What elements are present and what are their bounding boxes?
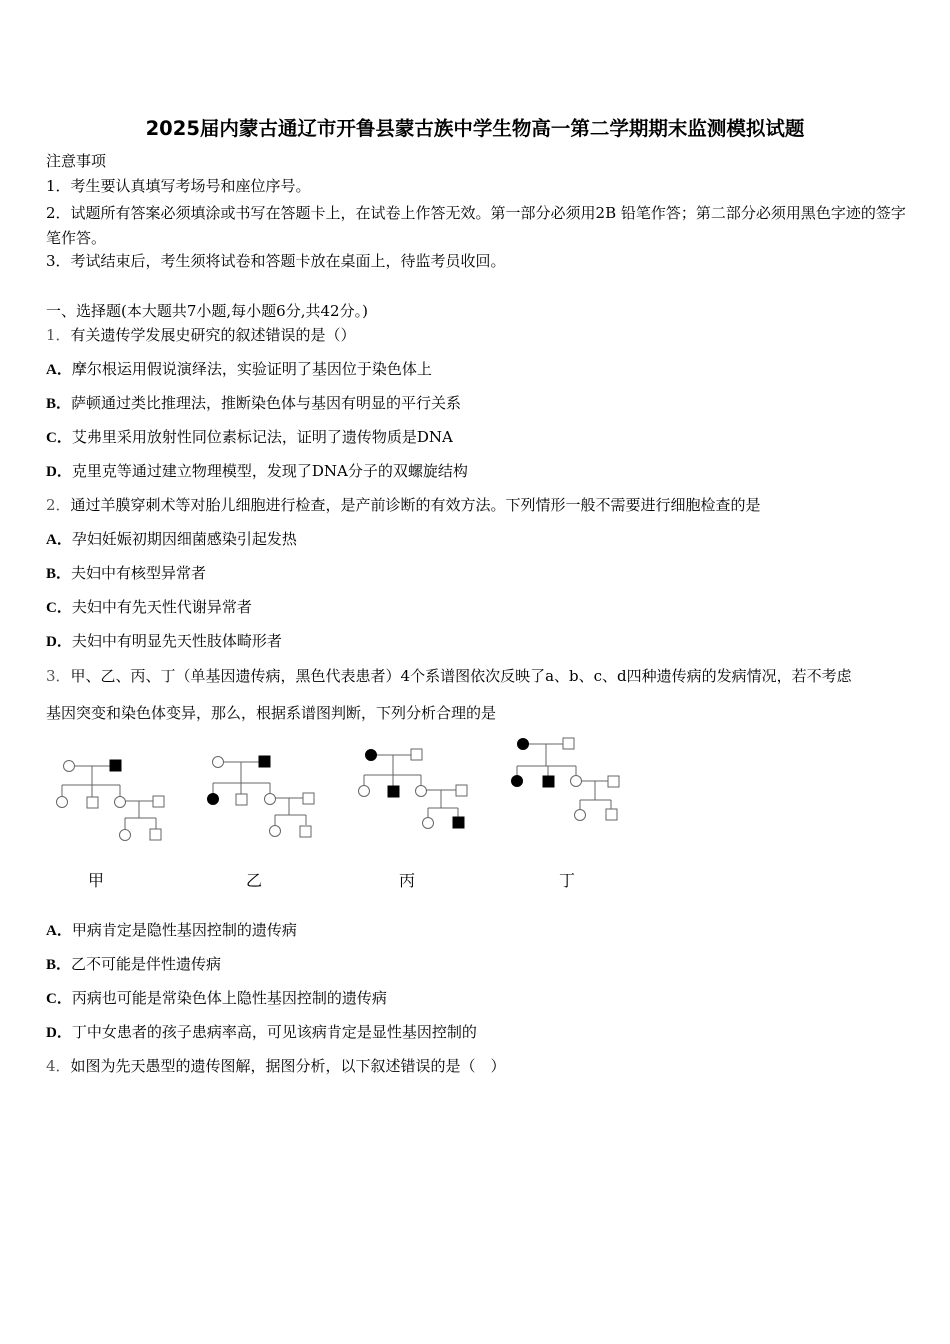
notice-item-3: 3．考试结束后，考生须将试卷和答题卡放在桌面上，待监考员收回。 (46, 252, 506, 270)
question-3-stem-line-1: 3．甲、乙、丙、丁（单基因遗传病，黑色代表患者）4个系谱图依次反映了a、b、c、d四种遗传病的发病情况，若不考虑 (46, 667, 852, 685)
question-1-option-b: B．萨顿通过类比推理法，推断染色体与基因有明显的平行关系 (46, 394, 462, 412)
question-number: 2． (46, 496, 71, 514)
pedigree-label-jia: 甲 (88, 871, 105, 890)
page-title: 2025届内蒙古通辽市开鲁县蒙古族中学生物高一第二学期期末监测模拟试题 (145, 117, 805, 140)
pedigree-label-yi: 乙 (246, 871, 263, 890)
question-3-stem-line-2: 基因突变和染色体变异，那么，根据系谱图判断，下列分析合理的是 (46, 704, 497, 722)
pedigree-yi (208, 756, 315, 837)
question-number: 3． (46, 667, 71, 685)
notice-item-2: 2．试题所有答案必须填涂或书写在答题卡上，在试卷上作答无效。第一部分必须用2B 铅笔作答；第二部分必须用黑色字迹的签字笔作答。 (46, 204, 906, 247)
question-3-option-a: A．甲病肯定是隐性基因控制的遗传病 (46, 921, 297, 939)
question-1-option-a: A．摩尔根运用假说演绎法，实验证明了基因位于染色体上 (46, 360, 432, 378)
notice-heading: 注意事项 (46, 152, 107, 170)
question-3-option-b: B．乙不可能是伴性遗传病 (46, 955, 222, 973)
question-2-stem: 2．通过羊膜穿刺术等对胎儿细胞进行检查，是产前诊断的有效方法。下列情形一般不需要进行细胞检查的是 (46, 496, 761, 514)
notice-item-1: 1．考生要认真填写考场号和座位序号。 (46, 177, 311, 195)
pedigree-charts (0, 730, 650, 855)
question-1-option-d: D．克里克等通过建立物理模型，发现了DNA分子的双螺旋结构 (46, 462, 468, 480)
pedigree-label-bing: 丙 (399, 871, 416, 890)
question-3-option-d: D．丁中女患者的孩子患病率高，可见该病肯定是显性基因控制的 (46, 1023, 477, 1041)
question-2-option-c: C．夫妇中有先天性代谢异常者 (46, 598, 252, 616)
question-2-option-a: A．孕妇妊娠初期因细菌感染引起发热 (46, 530, 297, 548)
pedigree-jia (57, 760, 165, 841)
pedigree-ding (512, 738, 620, 821)
question-number: 1． (46, 326, 71, 344)
question-2-option-d: D．夫妇中有明显先天性肢体畸形者 (46, 632, 282, 650)
question-1-stem: 1．有关遗传学发展史研究的叙述错误的是（） (46, 326, 356, 344)
pedigree-label-ding: 丁 (559, 871, 576, 890)
section-heading: 一、选择题(本大题共7小题,每小题6分,共42分。) (46, 302, 368, 320)
pedigree-bing (359, 749, 468, 829)
question-4-stem: 4．如图为先天愚型的遗传图解，据图分析，以下叙述错误的是（ ） (46, 1057, 506, 1075)
question-number: 4． (46, 1057, 71, 1075)
question-3-option-c: C．丙病也可能是常染色体上隐性基因控制的遗传病 (46, 989, 387, 1007)
question-2-option-b: B．夫妇中有核型异常者 (46, 564, 207, 582)
question-1-option-c: C．艾弗里采用放射性同位素标记法，证明了遗传物质是DNA (46, 428, 453, 446)
